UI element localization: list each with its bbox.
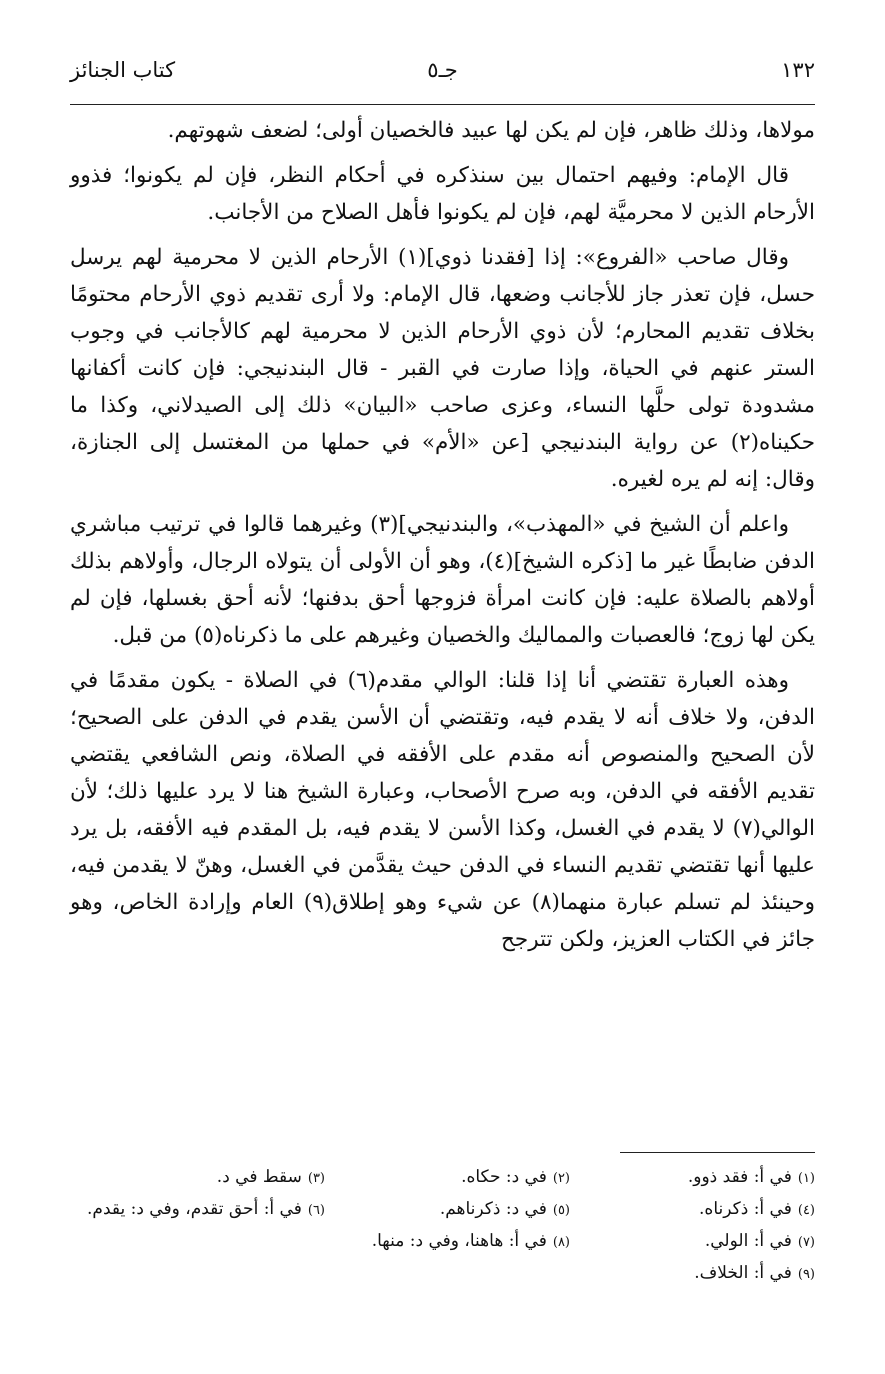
paragraph: واعلم أن الشيخ في «المهذب»، والبندنيجي](٣) وغيرهما قالوا في ترتيب مباشري الدفن ضابطًا غير ما [ذكره الشيخ](٤)، وهو أن الأولى أن يتولاه الرجال، وأولاهم بذلك أولاهم بالصلاة عليه: فإن كانت امرأة فزوجها أحق بدفنها؛ لأنه أحق بغسلها، فإن لم يكن لها زوج؛ فالعصبات والمماليك والخصيان وغيرهم على ما ذكرناه(٥) من قبل. xyxy=(70,512,816,648)
footnote xyxy=(570,1226,815,1258)
footnote-number: (٨) xyxy=(552,1235,570,1250)
footnote-number: (٦) xyxy=(307,1203,325,1218)
book-title: كتاب الجنائز xyxy=(70,58,176,82)
volume-label: جـ٥ xyxy=(427,58,458,82)
main-text xyxy=(70,112,815,966)
footnote-row xyxy=(70,1226,815,1258)
footnote-text: في أ: أحق تقدم، وفي د: يقدم. xyxy=(87,1199,302,1219)
footnote xyxy=(325,1194,570,1226)
footnote-text: في د: ذكرناهم. xyxy=(439,1199,547,1219)
footnote-text: سقط في د. xyxy=(216,1167,302,1187)
footnote-text: في أ: الولي. xyxy=(704,1231,792,1251)
paragraph: وهذه العبارة تقتضي أنا إذا قلنا: الوالي مقدم(٦) في الصلاة - يكون مقدمًا في الدفن، ولا خلاف أنه لا يقدم فيه، وتقتضي أن الأسن يقدم في الدفن على الصحيح؛ لأن الصحيح والمنصوص أنه مقدم على الأفقه في الصلاة، ونص الشافعي يقتضي تقديم الأفقه في الدفن، وبه صرح الأصحاب، وعبارة الشيخ هنا لا يرد عليها ذلك؛ لأن الوالي(٧) لا يقدم في الغسل، وكذا الأسن لا يقدم فيه، بل المقدم فيه الأفقه، بل يرد عليها أنها تقتضي تقديم النساء في الدفن حيث يقدَّمن في الغسل، وهنّ لا يقدمن فيه، وحينئذ لم تسلم عبارة منهما(٨) عن شيء وهو إطلاق(٩) العام وإرادة الخاص، وهو جائز في الكتاب العزيز، ولكن تترجح xyxy=(70,668,815,952)
footnote-number: (٩) xyxy=(797,1267,815,1282)
footnote xyxy=(80,1162,325,1194)
footnote-text: في أ: هاهنا، وفي د: منها. xyxy=(371,1231,547,1251)
footnotes xyxy=(70,1162,815,1290)
footnote-number: (١) xyxy=(797,1171,815,1186)
footnote-text: في أ: ذكرناه. xyxy=(699,1199,792,1219)
footnote xyxy=(570,1162,815,1194)
footnote-rule xyxy=(620,1152,815,1153)
page-header xyxy=(70,58,815,92)
footnote-number: (٤) xyxy=(797,1203,815,1218)
footnote-text: في أ: الخلاف. xyxy=(694,1263,792,1283)
footnote-number: (٢) xyxy=(552,1171,570,1186)
footnote-number: (٥) xyxy=(552,1203,570,1218)
paragraph: قال الإمام: وفيهم احتمال بين سنذكره في أحكام النظر، فإن لم يكونوا؛ فذوو الأرحام الذين لا محرميَّة لهم، فإن لم يكونوا فأهل الصلاح من الأجانب. xyxy=(70,163,815,225)
paragraph: وقال صاحب «الفروع»: إذا [فقدنا ذوي](١) الأرحام الذين لا محرمية لهم يرسل حسل، فإن تعذر جاز للأجانب وضعها، قال الإمام: ولا أرى تقديم ذوي الأرحام محتومًا بخلاف تقديم المحارم؛ لأن ذوي الأرحام الذين لا محرمية لهم كالأجانب في وجوب الستر عنهم في الحياة، وإذا صارت في القبر - قال البندنيجي: فإن كانت أكفانها مشدودة تولى حلَّها النساء، وعزى صاحب «البيان» ذلك إلى الصيدلاني، وكذا ما حكيناه(٢) عن رواية البندنيجي [عن «الأم» في حملها من المغتسل إلى الجنازة، وقال: إنه لم يره لغيره. xyxy=(70,245,815,492)
footnote xyxy=(80,1194,325,1226)
footnote-text: في د: حكاه. xyxy=(461,1167,547,1187)
footnote-row xyxy=(70,1194,815,1226)
footnote xyxy=(80,1226,570,1258)
header-rule xyxy=(70,104,815,105)
footnote-text: في أ: فقد ذوو. xyxy=(687,1167,792,1187)
footnote xyxy=(570,1258,815,1290)
footnote-row xyxy=(70,1258,815,1290)
page-number: ١٣٢ xyxy=(781,58,815,82)
paragraph: مولاها، وذلك ظاهر، فإن لم يكن لها عبيد فالخصيان أولى؛ لضعف شهوتهم. xyxy=(167,118,815,143)
footnote-number: (٧) xyxy=(797,1235,815,1250)
footnote-number: (٣) xyxy=(307,1171,325,1186)
footnote xyxy=(570,1194,815,1226)
footnote xyxy=(325,1162,570,1194)
footnote-row xyxy=(70,1162,815,1194)
